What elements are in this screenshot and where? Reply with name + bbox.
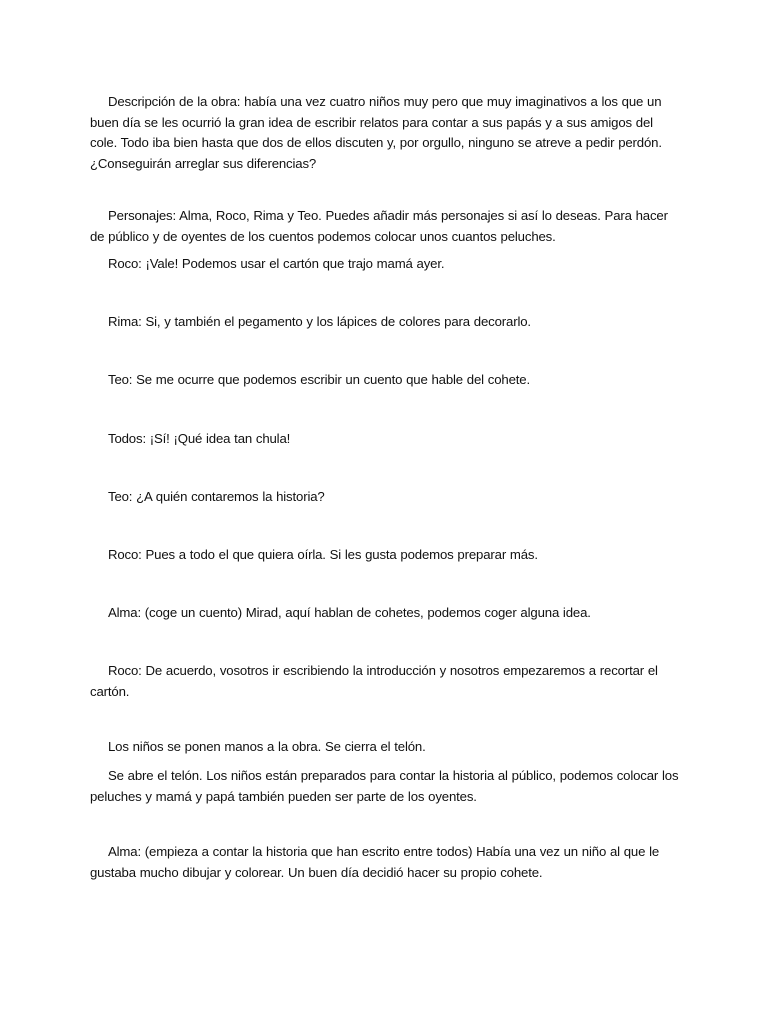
paragraph-characters: Personajes: Alma, Roco, Rima y Teo. Puedes añadir más personajes si así lo deseas. Para hacer de público y de oyentes de los cuentos podemos colocar unos cuantos peluches. — [90, 208, 668, 244]
dialogue-line-alma-1: Alma: (coge un cuento) Mirad, aquí hablan de cohetes, podemos coger alguna idea. — [108, 605, 591, 620]
stage-direction-curtain-close: Los niños se ponen manos a la obra. Se cierra el telón. — [108, 739, 426, 754]
dialogue-line-todos: Todos: ¡Sí! ¡Qué idea tan chula! — [108, 431, 291, 446]
dialogue-line-alma-2: Alma: (empieza a contar la historia que han escrito entre todos) Había una vez un niño al que le gustaba mucho dibujar y colorear. Un buen día decidió hacer su propio cohete. — [90, 844, 660, 880]
dialogue-line-teo-1: Teo: Se me ocurre que podemos escribir un cuento que hable del cohete. — [108, 372, 530, 387]
dialogue-line-rima-1: Rima: Si, y también el pegamento y los lápices de colores para decorarlo. — [108, 314, 531, 329]
dialogue-line-roco-1: Roco: ¡Vale! Podemos usar el cartón que trajo mamá ayer. — [108, 256, 445, 271]
dialogue-line-teo-2: Teo: ¿A quién contaremos la historia? — [108, 489, 325, 504]
stage-direction-curtain-open: Se abre el telón. Los niños están preparados para contar la historia al público, podemos colocar los peluches y mamá y papá también pueden ser parte de los oyentes. — [90, 768, 679, 804]
dialogue-line-roco-2: Roco: Pues a todo el que quiera oírla. Si les gusta podemos preparar más. — [108, 547, 538, 562]
dialogue-line-roco-3: Roco: De acuerdo, vosotros ir escribiendo la introducción y nosotros empezaremos a recortar el cartón. — [90, 663, 658, 699]
paragraph-description: Descripción de la obra: había una vez cuatro niños muy pero que muy imaginativos a los que un buen día se les ocurrió la gran idea de escribir relatos para contar a sus papás y a sus amigos del cole. Todo iba bien hasta que dos de ellos discuten y, por orgullo, ninguno se atreve a pedir perdón. ¿Conseguirán arreglar sus diferencias? — [90, 94, 662, 171]
